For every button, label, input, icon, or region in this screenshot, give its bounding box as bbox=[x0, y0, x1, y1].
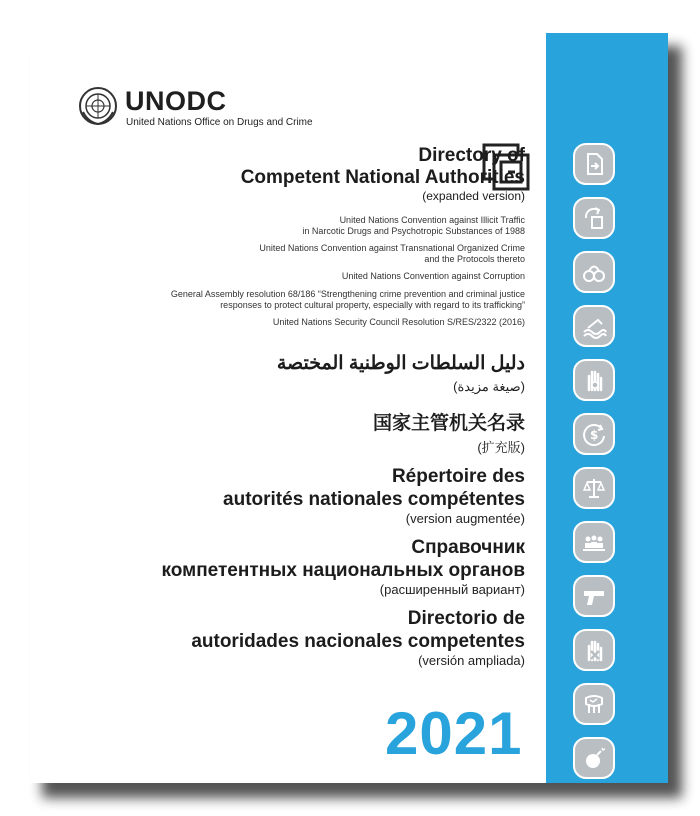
convention-1b: in Narcotic Drugs and Psychotropic Substances of 1988 bbox=[302, 226, 525, 236]
french-title-line1: Répertoire des bbox=[391, 466, 525, 487]
smuggling-icon bbox=[573, 305, 615, 347]
side-icons bbox=[573, 143, 621, 783]
money-icon bbox=[573, 413, 615, 455]
cover-page bbox=[30, 33, 668, 783]
firearm-icon bbox=[573, 575, 615, 617]
no-hand-icon bbox=[573, 629, 615, 671]
convention-3: United Nations Convention against Corruption bbox=[341, 271, 525, 281]
chinese-subtitle: (扩充版) bbox=[477, 440, 525, 455]
people-icon bbox=[573, 521, 615, 563]
transfer-icon bbox=[573, 197, 615, 239]
title-line1: Directory of bbox=[418, 145, 525, 166]
russian-title-line1: Справочник bbox=[411, 537, 525, 558]
bomb-icon bbox=[573, 737, 615, 779]
convention-5: United Nations Security Council Resolution S/RES/2322 (2016) bbox=[272, 317, 525, 327]
convention-4b: responses to protect cultural property, especially with regard to its trafficking” bbox=[220, 300, 525, 310]
arabic-title: دليل السلطات الوطنية المختصة bbox=[276, 353, 525, 374]
scales-icon bbox=[573, 467, 615, 509]
russian-subtitle: (расширенный вариант) bbox=[379, 582, 525, 597]
convention-4a: General Assembly resolution 68/186 “Strengthening crime prevention and criminal justice bbox=[170, 289, 525, 299]
handcuffs-icon bbox=[573, 251, 615, 293]
spanish-subtitle: (versión ampliada) bbox=[418, 653, 525, 668]
svg-text:$: $ bbox=[590, 428, 599, 442]
french-title-line2: autorités nationales compétentes bbox=[223, 489, 525, 510]
chinese-title: 国家主管机关名录 bbox=[372, 413, 525, 434]
convention-2b: and the Protocols thereto bbox=[424, 254, 525, 264]
convention-2a: United Nations Convention against Transnational Organized Crime bbox=[259, 243, 525, 253]
year: 2021 bbox=[385, 700, 523, 767]
org-full-name: United Nations Office on Drugs and Crime bbox=[126, 117, 313, 128]
title-line2: Competent National Authorities bbox=[240, 167, 525, 188]
spanish-title-line2: autoridades nacionales competentes bbox=[191, 631, 525, 652]
artifact-icon bbox=[573, 683, 615, 725]
org-name: UNODC bbox=[125, 86, 227, 116]
convention-1a: United Nations Convention against Illicit Traffic bbox=[339, 215, 525, 225]
title-subtitle: (expanded version) bbox=[422, 189, 525, 203]
stop-hand-icon bbox=[573, 359, 615, 401]
arabic-subtitle: (صيغة مزيدة) bbox=[453, 379, 525, 394]
french-subtitle: (version augmentée) bbox=[405, 511, 525, 526]
spanish-title-line1: Directorio de bbox=[407, 608, 525, 629]
russian-title-line2: компетентных национальных органов bbox=[161, 560, 525, 581]
un-emblem-icon bbox=[78, 86, 118, 126]
document-icon bbox=[573, 143, 615, 185]
